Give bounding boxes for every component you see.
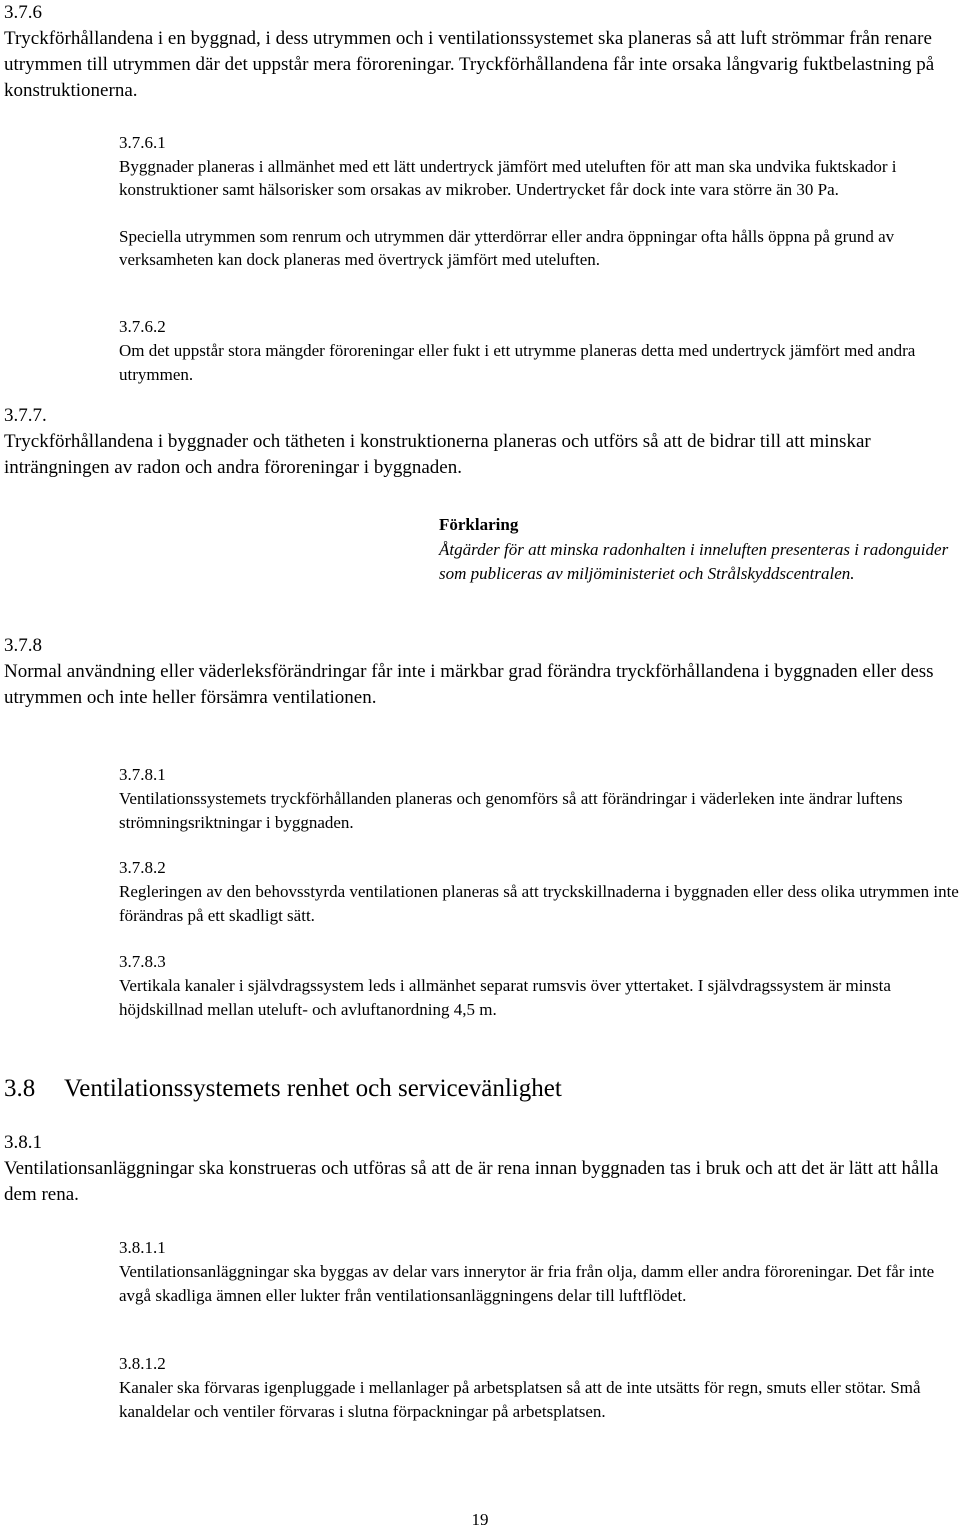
section-number: 3.7.6.2 — [119, 317, 166, 336]
section-number: 3.8.1.2 — [119, 1354, 166, 1373]
section-text: Vertikala kanaler i självdragssystem leds i allmänhet separat rumsvis över yttertaket. I självdragssystem är minsta höjdskillnad mellan uteluft- och avluftanordning 4,5 m. — [119, 976, 891, 1019]
section-number: 3.8.1.1 — [119, 1238, 166, 1257]
section-3-7-6-2 — [119, 315, 959, 387]
section-number: 3.7.8.3 — [119, 952, 166, 971]
section-number: 3.7.6 — [4, 2, 42, 23]
section-3-7-8 — [4, 633, 954, 711]
heading-number: 3.8 — [4, 1075, 36, 1102]
section-text: Byggnader planeras i allmänhet med ett lätt undertryck jämfört med uteluften för att man ska undvika fuktskador i konstruktioner samt hälsorisker som orsakas av mikrober. Undertrycket får dock inte vara större än 30 Pa. — [119, 156, 897, 199]
heading-title: Ventilationssystemets renhet och servicevänlighet — [64, 1075, 562, 1102]
section-number: 3.7.8.1 — [119, 765, 166, 784]
section-number: 3.7.8 — [4, 635, 42, 656]
explanation-title: Förklaring — [439, 515, 519, 534]
heading-3-8 — [4, 1074, 954, 1104]
section-3-7-8-3 — [119, 950, 959, 1022]
explanation-text: Åtgärder för att minska radonhalten i inneluften presenteras i radonguider som publiceras av miljöministeriet och Strålskyddscentralen. — [439, 539, 949, 583]
section-text: Ventilationssystemets tryckförhållanden planeras och genomförs så att förändringar i väderleken inte ändrar luftens strömningsriktningar i byggnaden. — [119, 789, 903, 832]
section-3-8-1 — [4, 1130, 954, 1208]
section-text: Regleringen av den behovsstyrda ventilationen planeras så att tryckskillnaderna i byggnaden eller dess olika utrymmen inte förändras på ett skadligt sätt. — [119, 882, 959, 925]
page-number: 19 — [471, 1510, 489, 1529]
section-number: 3.8.1 — [4, 1132, 42, 1153]
section-number: 3.7.6.1 — [119, 133, 166, 152]
section-3-7-8-1 — [119, 763, 959, 835]
section-3-8-1-1 — [119, 1236, 959, 1308]
section-text: Normal användning eller väderleksförändringar får inte i märkbar grad förändra tryckförhållandena i byggnaden eller dess utrymmen och inte heller försämra ventilationen. — [4, 661, 934, 708]
section-3-8-1-2 — [119, 1352, 959, 1424]
section-number: 3.7.8.2 — [119, 858, 166, 877]
explanation-box — [439, 513, 954, 587]
section-3-7-6 — [4, 0, 954, 104]
section-text: Tryckförhållandena i byggnader och tätheten i konstruktionerna planeras och utförs så att de bidrar till att minskar inträngningen av radon och andra föroreningar i byggnaden. — [4, 431, 871, 478]
section-3-7-7 — [4, 403, 954, 481]
section-text: Kanaler ska förvaras igenpluggade i mellanlager på arbetsplatsen så att de inte utsätts för regn, smuts eller stötar. Små kanaldelar och ventiler förvaras i slutna förpackningar på arbetsplatsen. — [119, 1378, 921, 1421]
section-3-7-8-2 — [119, 856, 959, 928]
section-3-7-6-1 — [119, 131, 959, 272]
section-text: Tryckförhållandena i en byggnad, i dess utrymmen och i ventilationssystemet ska planeras så att luft strömmar från renare utrymmen till utrymmen där det uppstår mera föroreningar. Tryckförhållandena får inte orsaka långvarig fuktbelastning på konstruktionerna. — [4, 28, 935, 101]
section-text: Ventilationsanläggningar ska konstrueras och utföras så att de är rena innan byggnaden tas i bruk och att det är lätt att hålla dem rena. — [4, 1158, 939, 1205]
section-text-2: Speciella utrymmen som renrum och utrymmen där ytterdörrar eller andra öppningar ofta hålls öppna på grund av verksamheten kan dock planeras med övertryck jämfört med uteluften. — [119, 226, 895, 269]
section-number: 3.7.7. — [4, 405, 47, 426]
section-text: Om det uppstår stora mängder föroreningar eller fukt i ett utrymme planeras detta med undertryck jämfört med andra utrymmen. — [119, 341, 916, 384]
section-text: Ventilationsanläggningar ska byggas av delar vars innerytor är fria från olja, damm eller andra föroreningar. Det får inte avgå skadliga ämnen eller lukter från ventilationsanläggningens delar till luftflödet. — [119, 1262, 935, 1305]
